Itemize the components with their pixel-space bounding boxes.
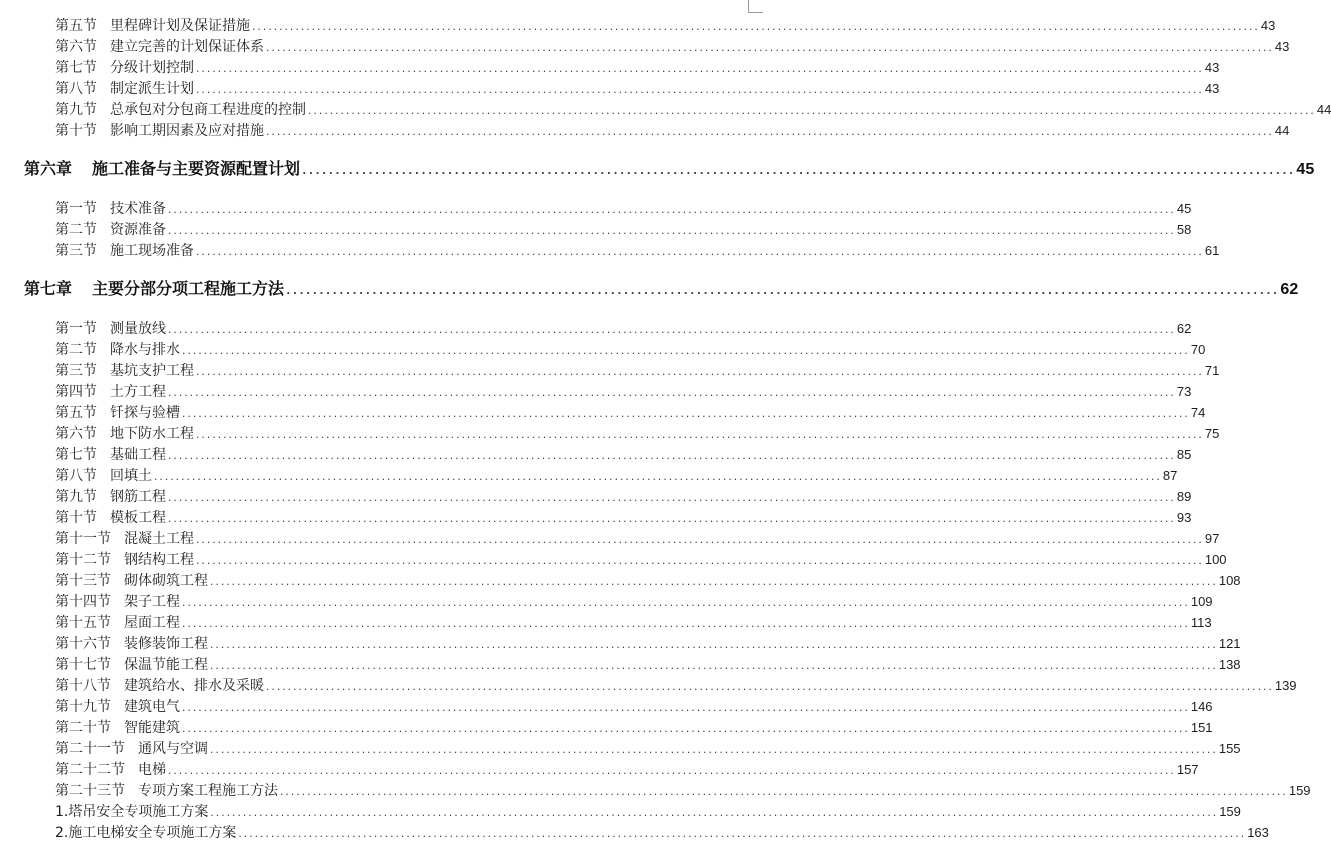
page-number: 43 [1204, 81, 1220, 96]
dot-leader: .......................................................................................................................................................................................... [307, 107, 1315, 117]
toc-entry-section[interactable] [55, 633, 1241, 654]
dot-leader: .......................................................................................................................................................................................... [167, 326, 1175, 336]
section-number: 第十节 [55, 123, 97, 139]
toc-entry-section[interactable] [55, 339, 1206, 360]
section-number: 第八节 [55, 81, 97, 97]
section-number: 第二节 [55, 342, 97, 358]
toc-entry-section[interactable] [55, 444, 1192, 465]
page-number: 146 [1190, 699, 1213, 714]
item-title: 1.塔吊安全专项施工方案 [55, 804, 209, 820]
section-title: 回填土 [110, 468, 152, 484]
section-title: 地下防水工程 [110, 426, 194, 442]
page-number: 43 [1274, 39, 1290, 54]
page-number: 43 [1204, 60, 1220, 75]
toc-entry-section[interactable] [55, 612, 1212, 633]
dot-leader: .......................................................................................................................................................................................... [167, 206, 1175, 216]
dot-leader: .......................................................................................................................................................................................... [251, 23, 1259, 33]
dot-leader: .......................................................................................................................................................................................... [265, 128, 1273, 138]
section-title: 技术准备 [110, 201, 166, 217]
page-number: 121 [1218, 636, 1241, 651]
dot-leader: .......................................................................................................................................................................................... [181, 620, 1189, 630]
section-title: 通风与空调 [138, 741, 208, 757]
section-title: 测量放线 [110, 321, 166, 337]
section-title: 影响工期因素及应对措施 [110, 123, 264, 139]
section-number: 第一节 [55, 321, 97, 337]
toc-entry-section[interactable] [55, 549, 1227, 570]
section-number: 第九节 [55, 489, 97, 505]
dot-leader: .......................................................................................................................................................................................... [195, 65, 1203, 75]
toc-entry-section[interactable] [55, 15, 1276, 36]
dot-leader: .......................................................................................................................................................................................... [181, 599, 1189, 609]
section-number: 第七节 [55, 60, 97, 76]
section-number: 第十三节 [55, 573, 111, 589]
page-number: 155 [1218, 741, 1241, 756]
dot-leader: .......................................................................................................................................................................................... [167, 389, 1175, 399]
section-title: 基坑支护工程 [110, 363, 194, 379]
toc-entry-section[interactable] [55, 36, 1290, 57]
toc-entry-section[interactable] [55, 78, 1220, 99]
page-number: 71 [1204, 363, 1220, 378]
item-title: 2.施工电梯安全专项施工方案 [55, 825, 237, 841]
toc-entry-section[interactable] [55, 402, 1206, 423]
section-number: 第二十三节 [55, 783, 125, 799]
page-number: 62 [1176, 321, 1192, 336]
page-number: 139 [1274, 678, 1297, 693]
dot-leader: .......................................................................................................................................................................................... [167, 767, 1175, 777]
toc-entry-chapter[interactable] [24, 157, 1315, 181]
toc-entry-section[interactable] [55, 465, 1178, 486]
section-number: 第十四节 [55, 594, 111, 610]
page-number: 93 [1176, 510, 1192, 525]
section-title: 建立完善的计划保证体系 [110, 39, 264, 55]
page-number: 73 [1176, 384, 1192, 399]
chapter-title: 施工准备与主要资源配置计划 [92, 159, 301, 178]
section-title: 保温节能工程 [124, 657, 208, 673]
section-title: 屋面工程 [124, 615, 180, 631]
page-number: 163 [1247, 825, 1269, 840]
section-number: 第二十一节 [55, 741, 125, 757]
dot-leader: .......................................................................................................................................................................................... [195, 536, 1203, 546]
dot-leader: .......................................................................................................................................................................................... [195, 557, 1203, 567]
chapter-number: 第七章 [24, 279, 73, 298]
dot-leader: .......................................................................................................................................................................................... [209, 662, 1217, 672]
page-number: 159 [1219, 804, 1241, 819]
toc-entry-section[interactable] [55, 99, 1331, 120]
section-number: 第五节 [55, 18, 97, 34]
section-number: 第三节 [55, 363, 97, 379]
dot-leader: .......................................................................................................................................................................................... [181, 725, 1189, 735]
dot-leader: .......................................................................................................................................................................................... [265, 44, 1273, 54]
toc-entry-section[interactable] [55, 780, 1311, 801]
page-number: 138 [1218, 657, 1241, 672]
section-title: 钢结构工程 [124, 552, 194, 568]
dot-leader: .......................................................................................................................................................................................... [209, 809, 1218, 819]
dot-leader: .......................................................................................................................................................................................... [181, 347, 1189, 357]
section-title: 架子工程 [124, 594, 180, 610]
page-number: 45 [1296, 161, 1315, 178]
toc-entry-section[interactable] [55, 120, 1290, 141]
section-number: 第十八节 [55, 678, 111, 694]
toc-entry-section[interactable] [55, 591, 1213, 612]
page-number: 45 [1176, 201, 1192, 216]
section-number: 第三节 [55, 243, 97, 259]
toc-entry-section[interactable] [55, 507, 1192, 528]
toc-entry-section[interactable] [55, 198, 1192, 219]
dot-leader: .......................................................................................................................................................................................... [195, 368, 1203, 378]
section-number: 第二节 [55, 222, 97, 238]
section-title: 施工现场准备 [110, 243, 194, 259]
page-number: 109 [1190, 594, 1213, 609]
page-number: 151 [1190, 720, 1213, 735]
page-number: 70 [1190, 342, 1206, 357]
section-title: 建筑给水、排水及采暖 [124, 678, 264, 694]
section-title: 电梯 [138, 762, 166, 778]
section-number: 第十七节 [55, 657, 111, 673]
section-title: 专项方案工程施工方法 [138, 783, 278, 799]
section-title: 钎探与验槽 [110, 405, 180, 421]
section-title: 钢筋工程 [110, 489, 166, 505]
page-number: 62 [1280, 281, 1299, 298]
page-number: 100 [1204, 552, 1227, 567]
section-title: 模板工程 [110, 510, 166, 526]
section-title: 智能建筑 [124, 720, 180, 736]
dot-leader: ...................................................................................................................................................... [285, 284, 1279, 297]
section-number: 第七节 [55, 447, 97, 463]
section-title: 装修装饰工程 [124, 636, 208, 652]
page-number: 43 [1260, 18, 1276, 33]
page-number: 61 [1204, 243, 1220, 258]
dot-leader: .......................................................................................................................................................................................... [209, 641, 1217, 651]
section-title: 基础工程 [110, 447, 166, 463]
dot-leader: .......................................................................................................................................................................................... [195, 248, 1203, 258]
dot-leader: ...................................................................................................................................................... [301, 164, 1295, 177]
section-title: 资源准备 [110, 222, 166, 238]
section-title: 总承包对分包商工程进度的控制 [110, 102, 306, 118]
toc-entry-section[interactable] [55, 696, 1213, 717]
section-number: 第十二节 [55, 552, 111, 568]
section-title: 制定派生计划 [110, 81, 194, 97]
toc-entry-item[interactable] [55, 801, 1241, 822]
page-number: 108 [1218, 573, 1241, 588]
section-number: 第十五节 [55, 615, 111, 631]
dot-leader: .......................................................................................................................................................................................... [265, 683, 1273, 693]
toc-entry-section[interactable] [55, 318, 1192, 339]
dot-leader: .......................................................................................................................................................................................... [195, 431, 1203, 441]
toc-entry-section[interactable] [55, 240, 1220, 261]
page-number: 74 [1190, 405, 1206, 420]
chapter-number: 第六章 [24, 159, 73, 178]
section-title: 砌体砌筑工程 [124, 573, 208, 589]
section-number: 第六节 [55, 39, 97, 55]
page-number: 87 [1162, 468, 1178, 483]
section-number: 第十一节 [55, 531, 111, 547]
section-number: 第十六节 [55, 636, 111, 652]
section-number: 第二十节 [55, 720, 111, 736]
toc-entry-item[interactable] [55, 822, 1269, 843]
section-title: 建筑电气 [124, 699, 180, 715]
page-number: 58 [1176, 222, 1192, 237]
chapter-title: 主要分部分项工程施工方法 [92, 279, 285, 298]
page-number: 159 [1288, 783, 1311, 798]
dot-leader: .......................................................................................................................................................................................... [209, 578, 1217, 588]
section-number: 第十节 [55, 510, 97, 526]
dot-leader: .......................................................................................................................................................................................... [279, 788, 1287, 798]
page-corner-mark [748, 0, 763, 13]
section-title: 里程碑计划及保证措施 [110, 18, 250, 34]
page-number: 75 [1204, 426, 1220, 441]
toc-entry-section[interactable] [55, 528, 1220, 549]
dot-leader: .......................................................................................................................................................................................... [167, 494, 1175, 504]
dot-leader: .......................................................................................................................................................................................... [153, 473, 1161, 483]
dot-leader: .......................................................................................................................................................................................... [237, 830, 1246, 840]
toc-entry-section[interactable] [55, 654, 1241, 675]
page-number: 89 [1176, 489, 1192, 504]
dot-leader: .......................................................................................................................................................................................... [167, 452, 1175, 462]
page-number: 97 [1204, 531, 1220, 546]
toc-entry-section[interactable] [55, 675, 1297, 696]
page-number: 113 [1190, 615, 1212, 630]
toc-entry-section[interactable] [55, 486, 1192, 507]
dot-leader: .......................................................................................................................................................................................... [209, 746, 1217, 756]
section-number: 第九节 [55, 102, 97, 118]
dot-leader: .......................................................................................................................................................................................... [195, 86, 1203, 96]
section-number: 第五节 [55, 405, 97, 421]
toc-entry-section[interactable] [55, 759, 1199, 780]
page-number: 44 [1274, 123, 1290, 138]
page-number: 157 [1176, 762, 1199, 777]
section-title: 分级计划控制 [110, 60, 194, 76]
toc-entry-section[interactable] [55, 570, 1241, 591]
section-number: 第八节 [55, 468, 97, 484]
section-number: 第四节 [55, 384, 97, 400]
toc-entry-section[interactable] [55, 57, 1220, 78]
section-number: 第六节 [55, 426, 97, 442]
section-number: 第一节 [55, 201, 97, 217]
toc-entry-section[interactable] [55, 717, 1213, 738]
toc-entry-section[interactable] [55, 360, 1220, 381]
section-number: 第十九节 [55, 699, 111, 715]
dot-leader: .......................................................................................................................................................................................... [181, 410, 1189, 420]
dot-leader: .......................................................................................................................................................................................... [167, 515, 1175, 525]
toc-entry-section[interactable] [55, 381, 1192, 402]
page-number: 44 [1316, 102, 1331, 117]
toc-entry-section[interactable] [55, 219, 1192, 240]
toc-entry-chapter[interactable] [24, 277, 1299, 301]
dot-leader: .......................................................................................................................................................................................... [167, 227, 1175, 237]
page-number: 85 [1176, 447, 1192, 462]
dot-leader: .......................................................................................................................................................................................... [181, 704, 1189, 714]
section-title: 混凝土工程 [124, 531, 194, 547]
section-number: 第二十二节 [55, 762, 125, 778]
toc-entry-section[interactable] [55, 738, 1241, 759]
section-title: 降水与排水 [110, 342, 180, 358]
section-title: 土方工程 [110, 384, 166, 400]
toc-entry-section[interactable] [55, 423, 1220, 444]
